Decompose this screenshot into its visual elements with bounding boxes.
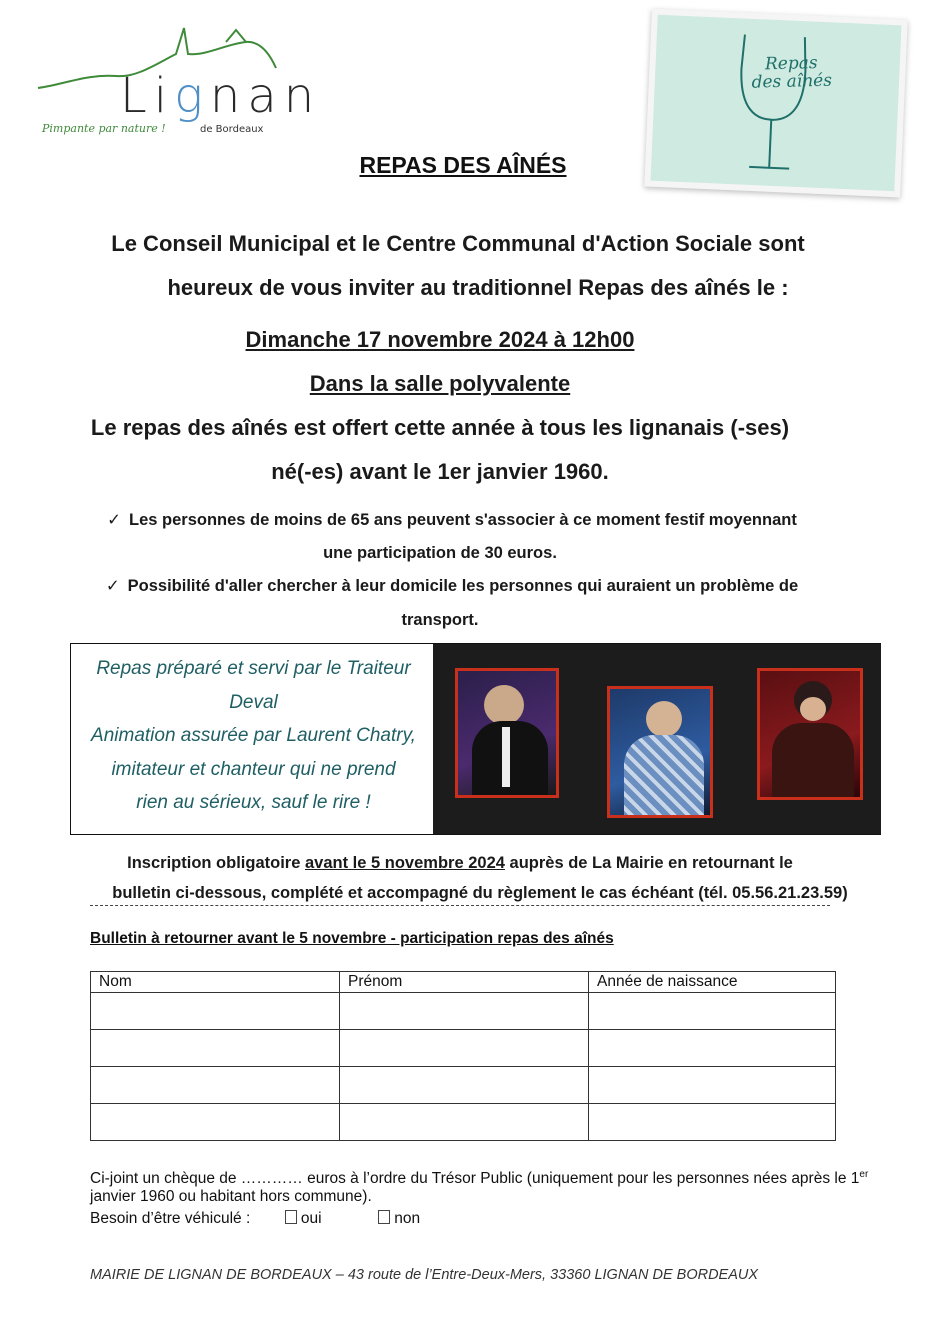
bullet-item-1: ✓ Les personnes de moins de 65 ans peuvent s'associer à ce moment festif moyennant	[107, 511, 797, 529]
page-title: REPAS DES AÎNÉS	[359, 152, 567, 178]
col-header-nom: Nom	[91, 972, 340, 993]
inscription-line-2: bulletin ci-dessous, complété et accompagné du règlement le cas échéant (tél. 05.56.21.23.59)	[112, 884, 848, 902]
card-caption: Repas des aînés	[751, 52, 833, 93]
event-offer-1: Le repas des aînés est offert cette année à tous les lignanais (-ses)	[90, 415, 790, 440]
nom-field[interactable]	[91, 1104, 340, 1141]
cheque-line-1: Ci-joint un chèque de ………… euros à l’ordre du Trésor Public (uniquement pour les personnes nées après le 1er	[90, 1169, 869, 1188]
col-header-annee: Année de naissance	[589, 972, 836, 993]
registration-table	[90, 971, 836, 1141]
nom-field[interactable]	[91, 1030, 340, 1067]
table-row	[91, 1104, 836, 1141]
bullet-item-2-cont: transport.	[401, 611, 479, 629]
prenom-field[interactable]	[340, 993, 589, 1030]
animation-box	[70, 643, 881, 835]
prenom-field[interactable]	[340, 1104, 589, 1141]
animation-text: Repas préparé et servi par le Traiteur Deval Animation assurée par Laurent Chatry, imitateur et chanteur qui ne prend rien au sérieux, sauf le rire !	[91, 658, 416, 813]
bullet-item-1-cont: une participation de 30 euros.	[323, 544, 557, 562]
prenom-field[interactable]	[340, 1030, 589, 1067]
cheque-line-2: janvier 1960 ou habitant hors commune).	[90, 1188, 372, 1205]
logo-tagline: Pimpante par nature !	[42, 122, 166, 135]
checkbox-oui[interactable]	[285, 1210, 297, 1224]
annee-field[interactable]	[589, 1030, 836, 1067]
check-icon: ✓	[107, 511, 121, 529]
nom-field[interactable]	[91, 993, 340, 1030]
vehicle-question: Besoin d’être véhiculé : oui non	[90, 1210, 421, 1227]
lignan-logo	[36, 24, 322, 142]
bullet-item-2: ✓ Possibilité d'aller chercher à leur domicile les personnes qui auraient un problème de	[105, 577, 799, 595]
intro-line-1: Le Conseil Municipal et le Centre Communal d'Action Sociale sont	[111, 231, 805, 256]
singer-photo-3	[757, 668, 863, 800]
annee-field[interactable]	[589, 993, 836, 1030]
bulletin-title: Bulletin à retourner avant le 5 novembre - participation repas des aînés	[90, 930, 614, 947]
event-date: Dimanche 17 novembre 2024 à 12h00	[245, 327, 635, 352]
check-icon: ✓	[105, 577, 120, 595]
annee-field[interactable]	[589, 1104, 836, 1141]
singer-photo-1	[455, 668, 559, 798]
intro-line-2: heureux de vous inviter au traditionnel Repas des aînés le :	[167, 275, 789, 300]
table-row	[91, 1067, 836, 1104]
event-offer-2: né(-es) avant le 1er janvier 1960.	[271, 459, 609, 484]
annee-field[interactable]	[589, 1067, 836, 1104]
mairie-address: MAIRIE DE LIGNAN DE BORDEAUX – 43 route de l’Entre-Deux-Mers, 33360 LIGNAN DE BORDEAUX	[90, 1267, 759, 1283]
table-header-row	[91, 972, 836, 993]
prenom-field[interactable]	[340, 1067, 589, 1104]
cut-line	[90, 905, 830, 906]
photo-strip	[433, 644, 881, 834]
logo-wordmark: Lignan	[120, 68, 322, 124]
nom-field[interactable]	[91, 1067, 340, 1104]
table-row	[91, 993, 836, 1030]
col-header-prenom: Prénom	[340, 972, 589, 993]
checkbox-non[interactable]	[378, 1210, 390, 1224]
logo-subtitle: de Bordeaux	[200, 124, 264, 135]
inscription-line-1: Inscription obligatoire avant le 5 novembre 2024 auprès de La Mairie en retournant le	[127, 854, 793, 872]
singer-photo-2	[607, 686, 713, 818]
table-row	[91, 1030, 836, 1067]
event-place: Dans la salle polyvalente	[309, 371, 571, 396]
